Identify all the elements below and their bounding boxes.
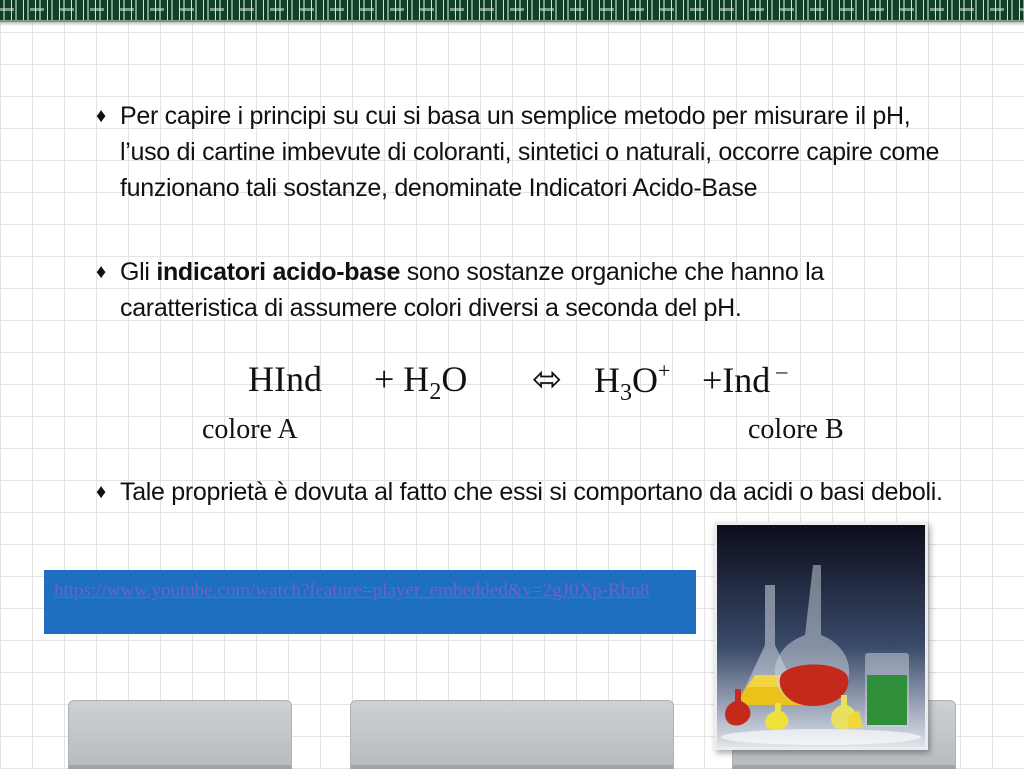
bullet-2-suffix: sono sostanze organiche che hanno la caratteristica di assumere colori diversi a seconda del pH. (120, 258, 825, 322)
bullet-1 (96, 98, 946, 206)
equation-plus-ind: +Ind (702, 360, 771, 400)
bullet-3-text: Tale proprietà è dovuta al fatto che essi si comportano da acidi o basi deboli. (120, 478, 943, 506)
bullet-2-bold-term: indicatori acido-base (156, 258, 401, 286)
equation-hydronium (594, 358, 670, 407)
equation-water-o: O (441, 359, 468, 399)
equation-h3-subscript: 3 (620, 380, 632, 406)
top-decorative-strip (0, 0, 1024, 22)
lab-flasks-illustration (717, 525, 925, 747)
equation-h: H (594, 360, 620, 400)
equation-ind-anion (702, 358, 787, 401)
bullet-1-text: Per capire i principi su cui si basa un semplice metodo per misurare il pH, l’uso di cartine imbevute di coloranti, sintetici o naturali, occorre capire come funzionano tali sostanze, denominate Indicatori Acido-Base (120, 102, 940, 202)
colore-a-label: colore A (202, 414, 298, 445)
bottom-tab-center (350, 700, 674, 769)
equilibrium-arrow-icon: ⬄ (532, 359, 563, 399)
equation-h3o-o: O (632, 360, 658, 400)
diamond-bullet-icon: ♦ (96, 105, 106, 127)
equation-reactant: HInd (248, 359, 322, 399)
youtube-video-link[interactable]: https://www.youtube.com/watch?feature=player_embedded&v=2gJ0Xp-Rbn8 (54, 580, 650, 601)
equation-plus-charge: + (658, 358, 671, 383)
bullet-3 (96, 474, 946, 510)
bottom-tab-left (68, 700, 292, 769)
diamond-bullet-icon: ♦ (96, 481, 106, 503)
bullet-2 (96, 254, 946, 326)
colore-b-label: colore B (748, 414, 844, 445)
bullet-2-prefix: Gli (120, 258, 157, 286)
lab-glassware-photo (714, 522, 928, 750)
equation-plus-h: + H (374, 359, 430, 399)
bullet-2-text (120, 254, 946, 326)
diamond-bullet-icon: ♦ (96, 261, 106, 283)
equation-minus-charge: – (776, 358, 788, 383)
equation-water-subscript: 2 (429, 379, 442, 405)
strip-shadow (0, 20, 1024, 26)
equation-water (374, 358, 467, 406)
video-link-box (44, 570, 696, 634)
equilibrium-equation (248, 358, 868, 406)
